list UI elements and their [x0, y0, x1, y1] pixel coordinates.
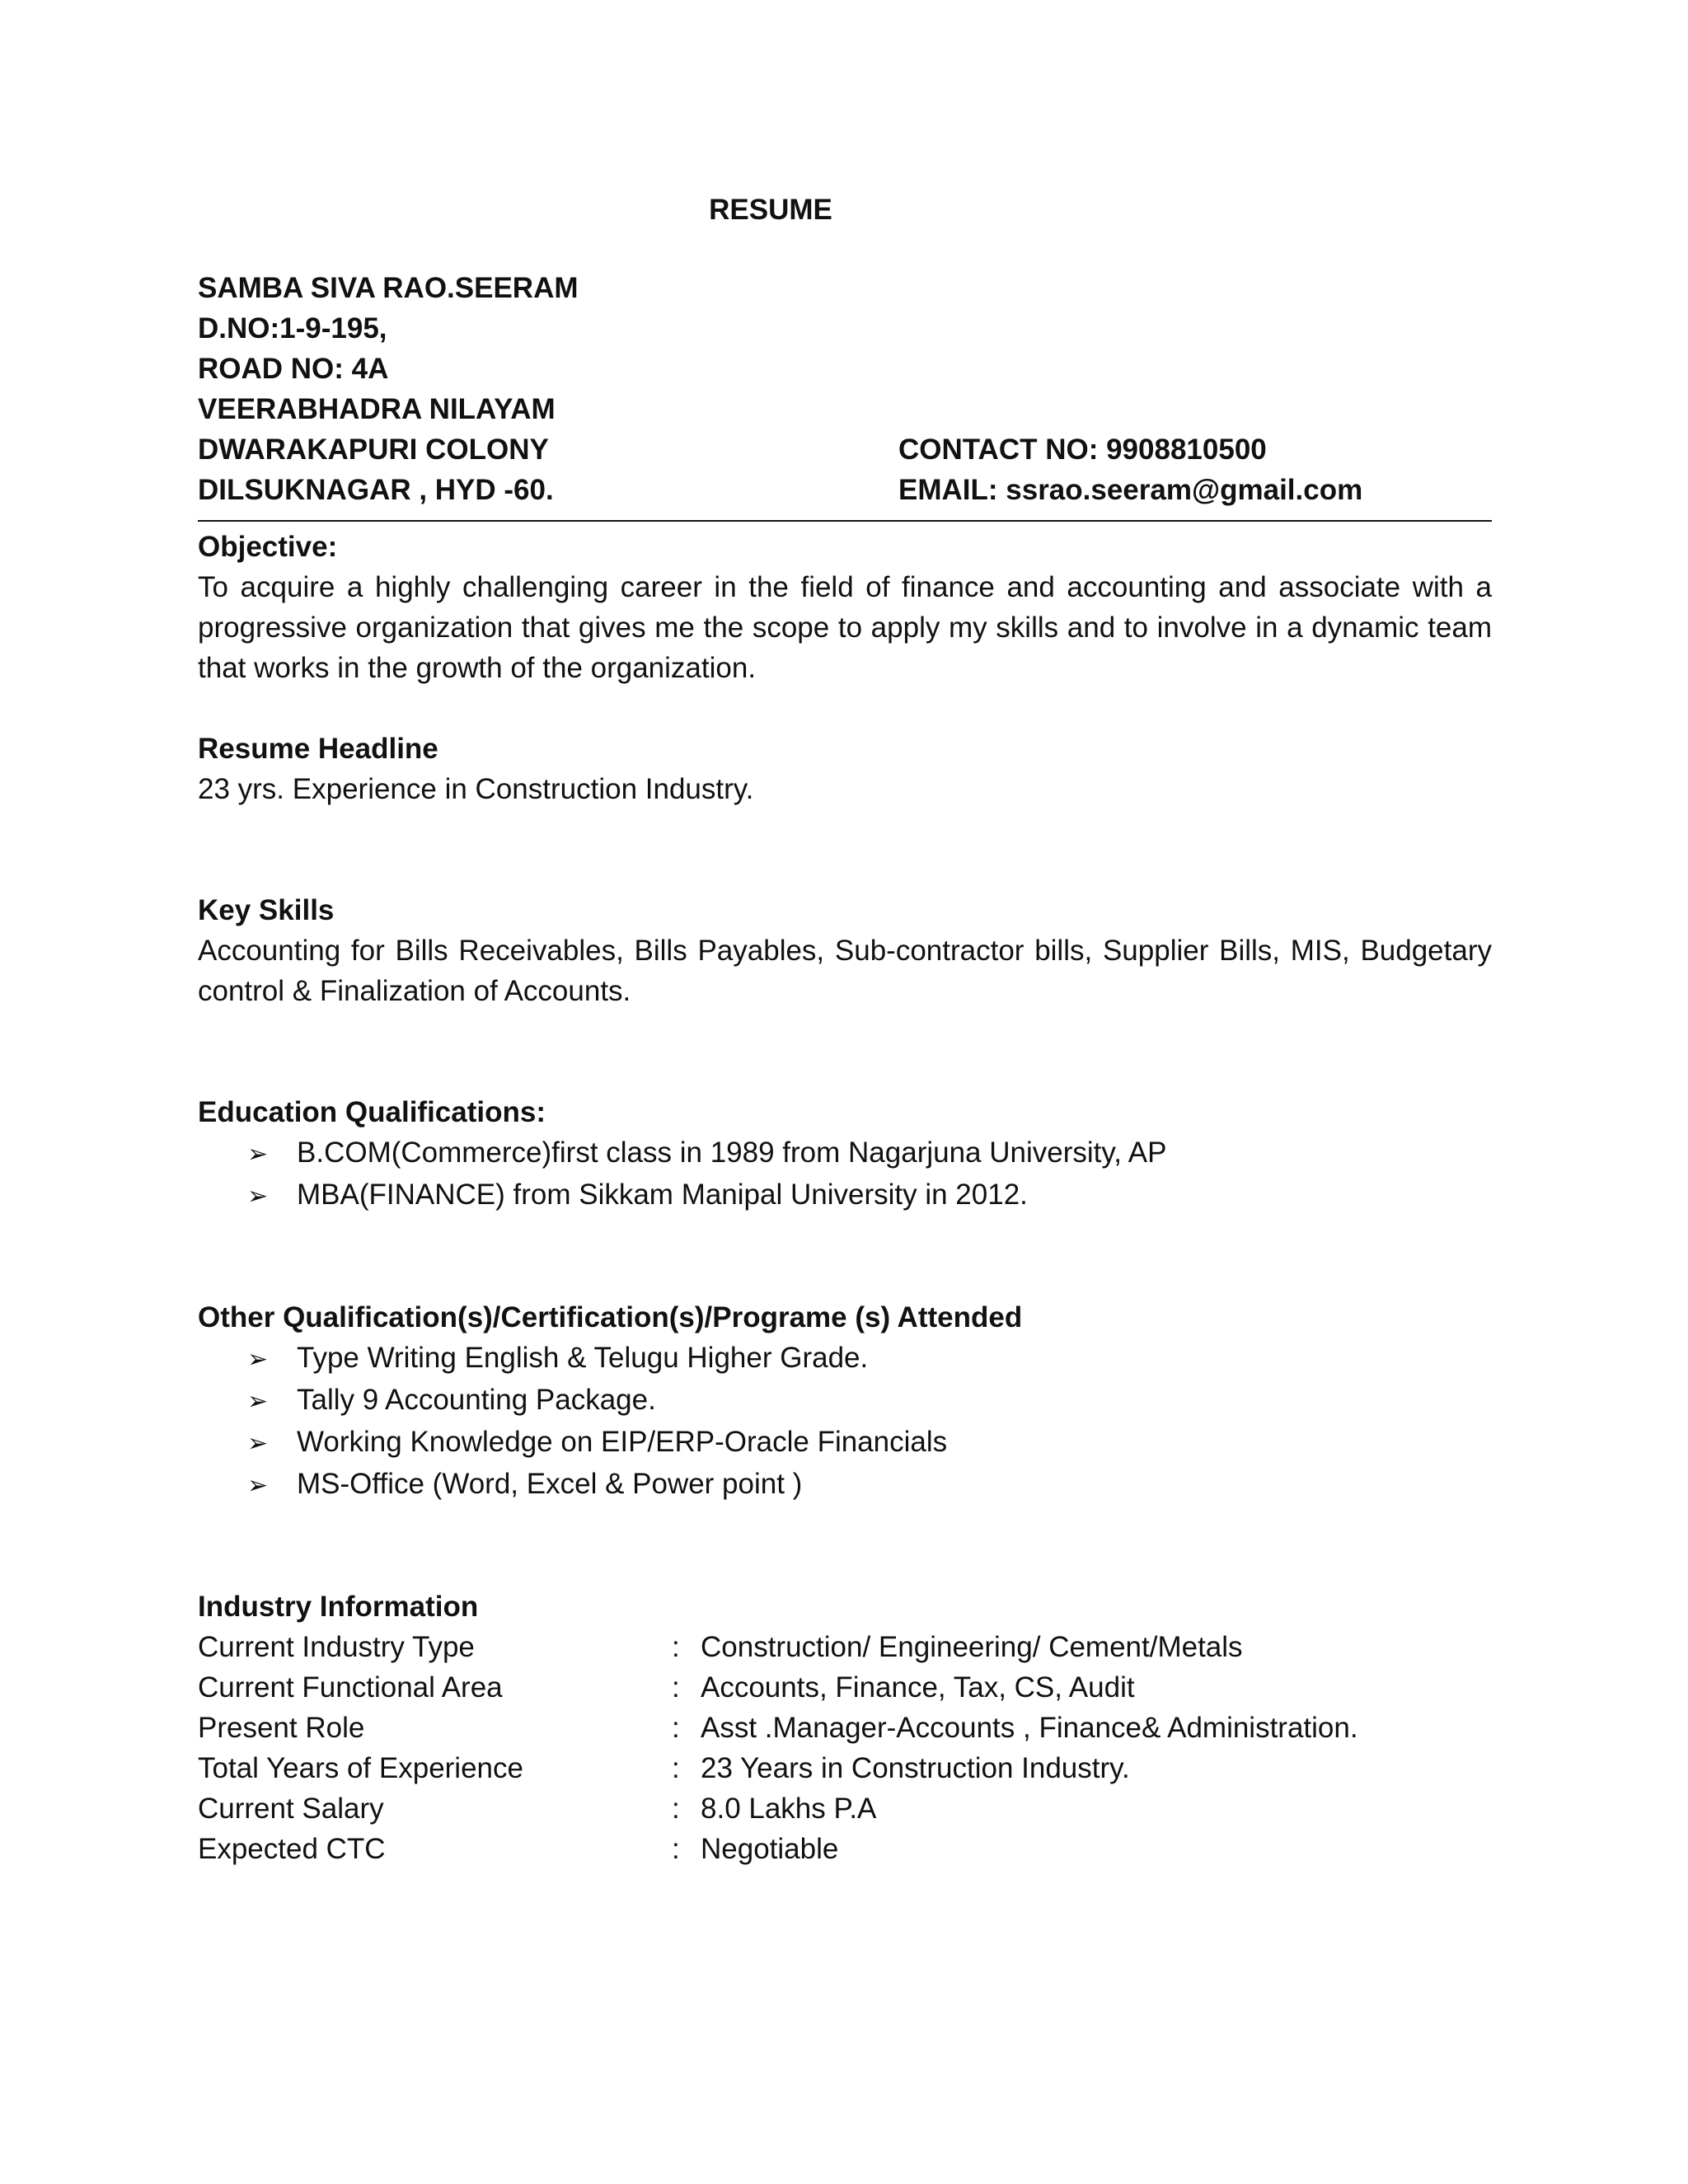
divider	[198, 520, 1492, 522]
info-label: Current Functional Area	[198, 1671, 503, 1704]
resume-page	[198, 190, 1492, 1869]
education-section	[198, 1092, 1492, 1216]
info-value: Construction/ Engineering/ Cement/Metals	[701, 1631, 1243, 1663]
education-list	[198, 1132, 1492, 1216]
info-separator: :	[672, 1631, 680, 1663]
info-value: 23 Years in Construction Industry.	[701, 1752, 1130, 1784]
skills-heading: Key Skills	[198, 894, 335, 926]
phone-number: CONTACT NO: 9908810500	[898, 434, 1267, 466]
info-separator: :	[672, 1833, 680, 1865]
info-row	[198, 1748, 1492, 1788]
headline-section	[198, 729, 1492, 809]
contact-row	[198, 470, 1492, 510]
info-separator: :	[672, 1793, 680, 1825]
headline-heading: Resume Headline	[198, 733, 438, 765]
contact-row	[198, 429, 1492, 470]
info-row	[198, 1708, 1492, 1748]
info-value: 8.0 Lakhs P.A	[701, 1793, 877, 1825]
list-item: ➢ MS-Office (Word, Excel & Power point )	[247, 1464, 1492, 1506]
list-item: ➢ MBA(FINANCE) from Sikkam Manipal University in 2012.	[247, 1174, 1492, 1216]
info-label: Total Years of Experience	[198, 1752, 523, 1784]
info-row	[198, 1788, 1492, 1829]
email-address: EMAIL: ssrao.seeram@gmail.com	[898, 474, 1363, 506]
skills-section	[198, 890, 1492, 1011]
list-item: ➢ Working Knowledge on EIP/ERP-Oracle Financials	[247, 1422, 1492, 1464]
address-line: DILSUKNAGAR , HYD -60.	[198, 474, 554, 506]
info-label: Expected CTC	[198, 1833, 386, 1865]
list-item: ➢ B.COM(Commerce)first class in 1989 from Nagarjuna University, AP	[247, 1132, 1492, 1174]
address-line: VEERABHADRA NILAYAM	[198, 393, 556, 425]
address-line: DWARAKAPURI COLONY	[198, 434, 549, 466]
info-separator: :	[672, 1752, 680, 1784]
education-heading: Education Qualifications:	[198, 1096, 546, 1128]
objective-heading: Objective:	[198, 531, 338, 563]
contact-block	[198, 268, 1492, 510]
arrow-bullet-icon: ➢	[247, 1346, 269, 1373]
arrow-bullet-icon: ➢	[247, 1141, 269, 1168]
info-value: Accounts, Finance, Tax, CS, Audit	[701, 1671, 1135, 1704]
industry-heading: Industry Information	[198, 1591, 479, 1623]
other-qualifications-heading: Other Qualification(s)/Certification(s)/Programe (s) Attended	[198, 1301, 1023, 1333]
arrow-bullet-icon: ➢	[247, 1430, 269, 1457]
document-title: RESUME	[709, 194, 832, 226]
info-value: Negotiable	[701, 1833, 839, 1865]
skills-text: Accounting for Bills Receivables, Bills Payables, Sub-contractor bills, Supplier Bills, MIS, Budgetary control & Finalization of Accounts.	[198, 935, 1492, 1007]
objective-text: To acquire a highly challenging career in the field of finance and accounting and associate with a progressive organization that gives me the scope to apply my skills and to involve in a dynamic team that works in the growth of the organization.	[198, 571, 1492, 684]
info-label: Current Salary	[198, 1793, 384, 1825]
arrow-bullet-icon: ➢	[247, 1472, 269, 1499]
industry-section	[198, 1586, 1492, 1869]
other-qualifications-section	[198, 1297, 1492, 1506]
other-qualifications-list	[198, 1338, 1492, 1506]
arrow-bullet-icon: ➢	[247, 1388, 269, 1415]
info-label: Current Industry Type	[198, 1631, 475, 1663]
address-line: ROAD NO: 4A	[198, 353, 389, 385]
info-separator: :	[672, 1671, 680, 1704]
candidate-name: SAMBA SIVA RAO.SEERAM	[198, 272, 579, 304]
arrow-bullet-icon: ➢	[247, 1183, 269, 1210]
info-row	[198, 1667, 1492, 1708]
objective-section	[198, 527, 1492, 688]
list-item: ➢ Type Writing English & Telugu Higher Grade.	[247, 1338, 1492, 1380]
info-row	[198, 1829, 1492, 1869]
headline-text: 23 yrs. Experience in Construction Industry.	[198, 773, 754, 805]
list-item: ➢ Tally 9 Accounting Package.	[247, 1380, 1492, 1422]
info-separator: :	[672, 1712, 680, 1744]
address-line: D.NO:1-9-195,	[198, 312, 387, 344]
info-row	[198, 1627, 1492, 1667]
info-value: Asst .Manager-Accounts , Finance& Administration.	[701, 1712, 1358, 1744]
info-label: Present Role	[198, 1712, 365, 1744]
